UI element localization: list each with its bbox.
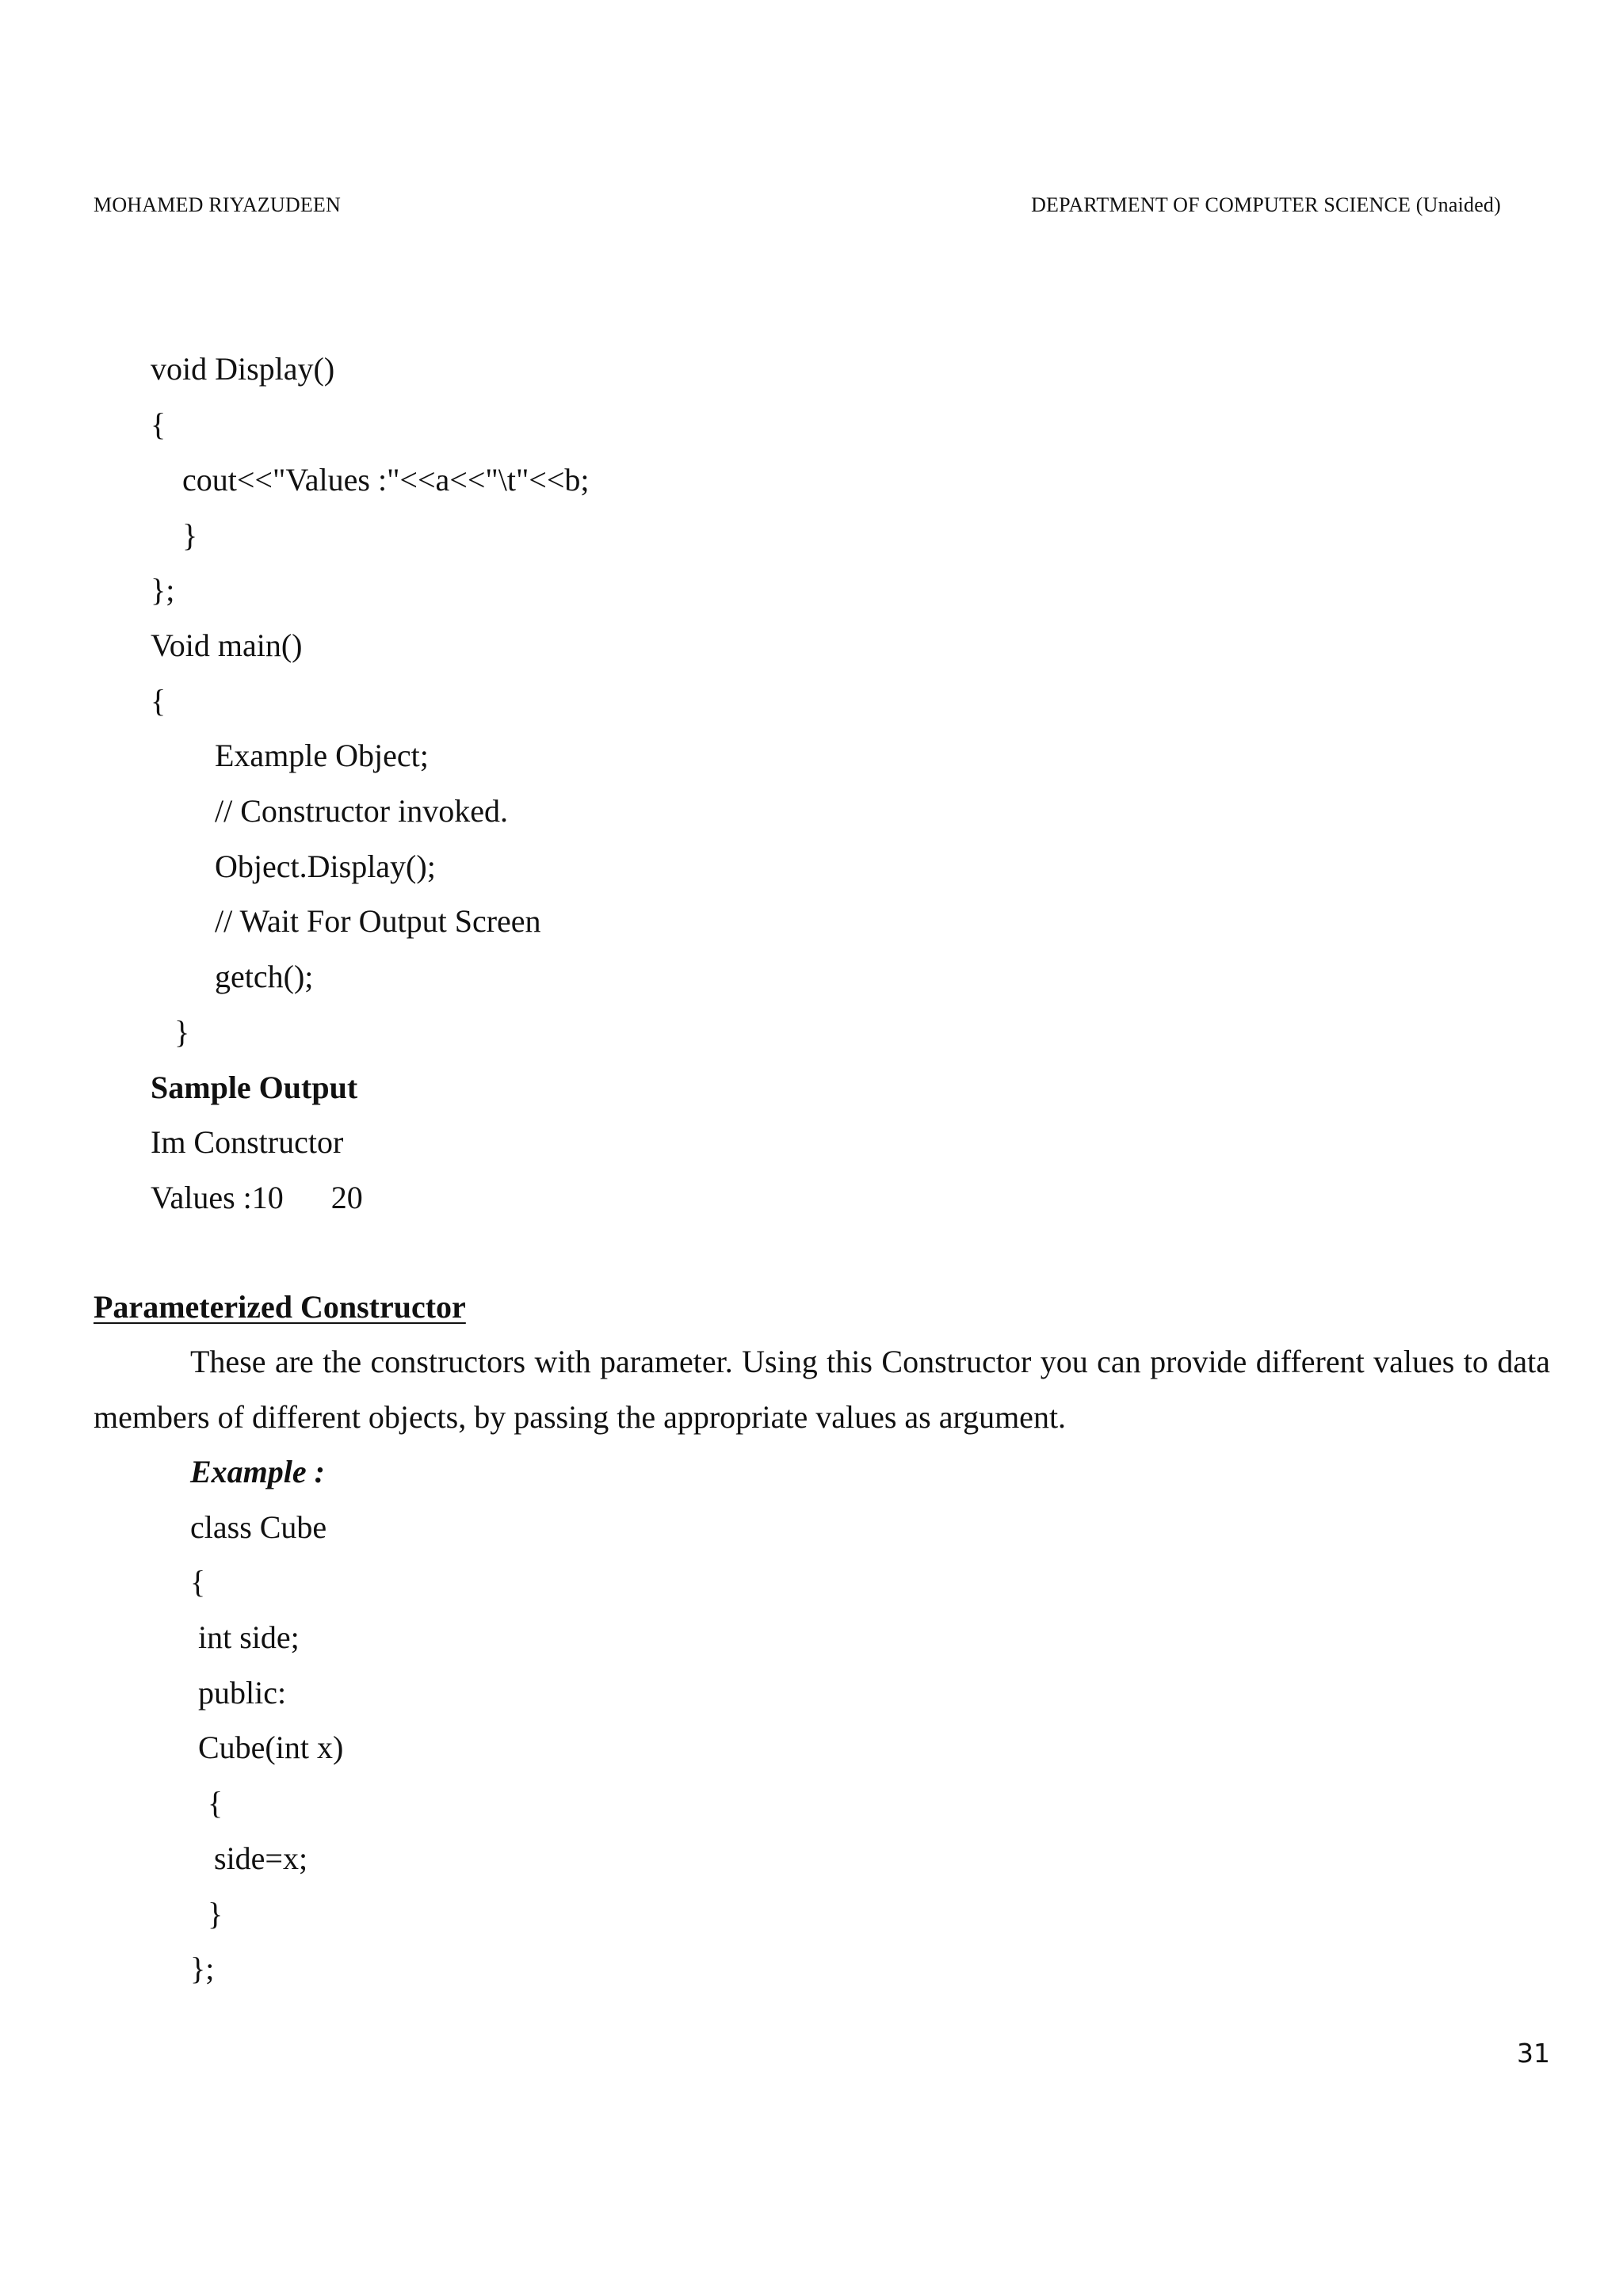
code-line: cout<<"Values :"<<a<<"\t"<<b; <box>182 462 590 498</box>
code-line: Void main() <box>151 627 303 663</box>
code-line: void Display() <box>151 351 335 387</box>
sample-output-heading: Sample Output <box>151 1070 358 1105</box>
code-line: public: <box>198 1675 287 1711</box>
sample-output-line: Values :10 20 <box>151 1180 363 1215</box>
code-line: { <box>190 1564 206 1600</box>
section-paragraph: These are the constructors with parameter. Using this Constructor you can provide different values to data members of different objects, by passing the appropriate values as argument. <box>94 1344 1550 1435</box>
code-line: } <box>174 1014 190 1050</box>
code-line: side=x; <box>214 1840 308 1876</box>
code-line: { <box>208 1785 223 1821</box>
code-line: } <box>208 1896 223 1932</box>
section-heading: Parameterized Constructor <box>94 1289 466 1325</box>
code-line: getch(); <box>215 959 314 994</box>
example-label: Example : <box>190 1454 325 1489</box>
page-number: 31 <box>1517 2038 1550 2069</box>
header-department: DEPARTMENT OF COMPUTER SCIENCE (Unaided) <box>1031 193 1501 216</box>
code-line: { <box>151 683 166 719</box>
code-line: Object.Display(); <box>215 849 436 884</box>
code-line: } <box>182 517 198 553</box>
header-author: MOHAMED RIYAZUDEEN <box>94 193 341 216</box>
code-line: class Cube <box>190 1509 327 1545</box>
code-comment: // Wait For Output Screen <box>215 903 541 939</box>
sample-output-line: Im Constructor <box>151 1124 344 1160</box>
code-line: Cube(int x) <box>198 1730 344 1765</box>
code-line: int side; <box>198 1619 300 1655</box>
code-line: }; <box>190 1951 215 1986</box>
code-comment: // Constructor invoked. <box>215 793 508 829</box>
code-line: Example Object; <box>215 738 429 773</box>
code-line: }; <box>151 572 175 608</box>
code-line: { <box>151 406 166 442</box>
